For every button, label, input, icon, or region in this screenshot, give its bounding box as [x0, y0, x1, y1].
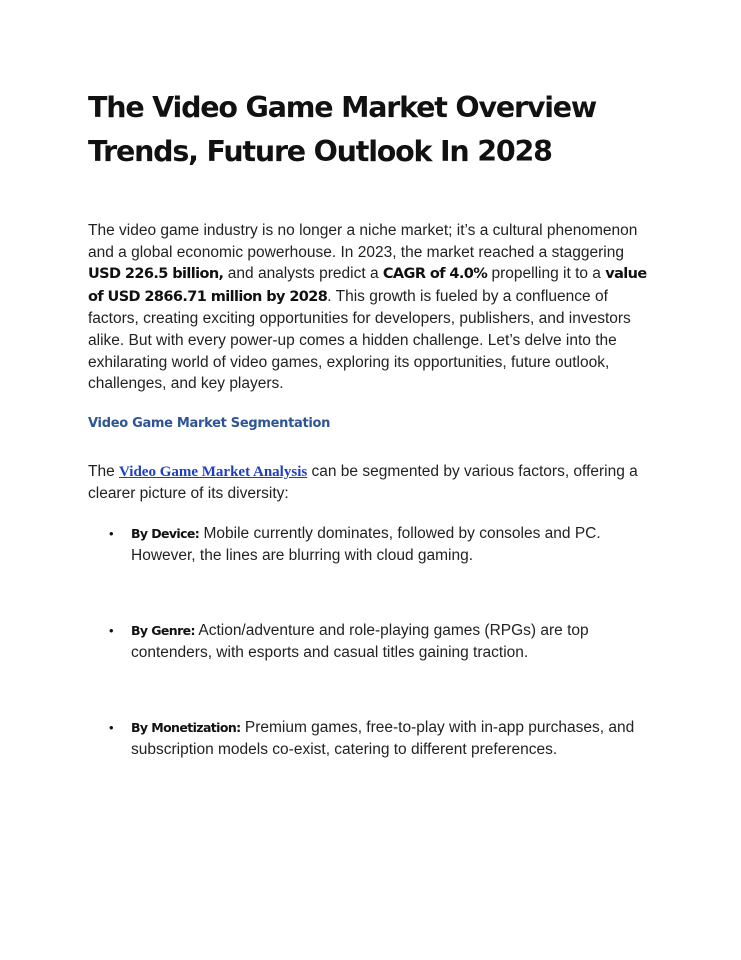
bullet-text: Premium games, free-to-play with in-app purchases, and subscription models co-exist, catering to different preferences.	[131, 718, 635, 758]
forecast-value-highlight: value of USD 2866.71 million by 2028	[88, 266, 647, 305]
document-page	[88, 86, 658, 814]
intro-paragraph	[88, 220, 658, 395]
intro-text-2: and analysts predict a	[223, 265, 383, 283]
list-item-device	[88, 523, 658, 567]
bullet-label: By Genre:	[131, 622, 195, 638]
intro-text-4: . This growth is fueled by a confluence of factors, creating exciting opportunities for developers, publishers, and investors alike. But with every power-up comes a hidden challenge. Let’s delve into the exhilarating world of video games, exploring its opportunities, future outlook, challenges, and key players.	[88, 287, 631, 393]
cagr-highlight: CAGR of 4.0%	[382, 266, 488, 283]
bullet-label: By Monetization:	[131, 719, 241, 735]
bullet-icon: •	[109, 525, 114, 541]
market-analysis-link[interactable]: Video Game Market Analysis	[119, 463, 308, 480]
market-size-highlight: USD 226.5 billion,	[88, 266, 224, 283]
segmentation-list	[88, 523, 658, 761]
bullet-text: Mobile currently dominates, followed by consoles and PC. However, the lines are blurring with cloud gaming.	[131, 524, 601, 564]
section-heading: Video Game Market Segmentation	[88, 415, 331, 431]
segmentation-intro-paragraph	[88, 461, 658, 505]
bullet-label: By Device:	[131, 525, 200, 541]
intro-text-3: propelling it to a	[487, 265, 606, 283]
segment-intro-suffix: can be segmented by various factors, offering a clearer picture of its diversity:	[88, 462, 638, 503]
intro-text-1: The video game industry is no longer a niche market; it’s a cultural phenomenon and a global economic powerhouse. In 2023, the market reached a staggering	[88, 222, 638, 261]
bullet-icon: •	[109, 622, 114, 638]
bullet-text: Action/adventure and role-playing games (RPGs) are top contenders, with esports and casual titles gaining traction.	[131, 621, 589, 661]
list-item-genre	[88, 620, 658, 664]
segment-intro-prefix: The	[88, 462, 120, 480]
document-title: The Video Game Market Overview Trends, Future Outlook In 2028	[88, 91, 597, 168]
bullet-icon: •	[109, 719, 114, 735]
list-item-monetization	[88, 717, 658, 761]
